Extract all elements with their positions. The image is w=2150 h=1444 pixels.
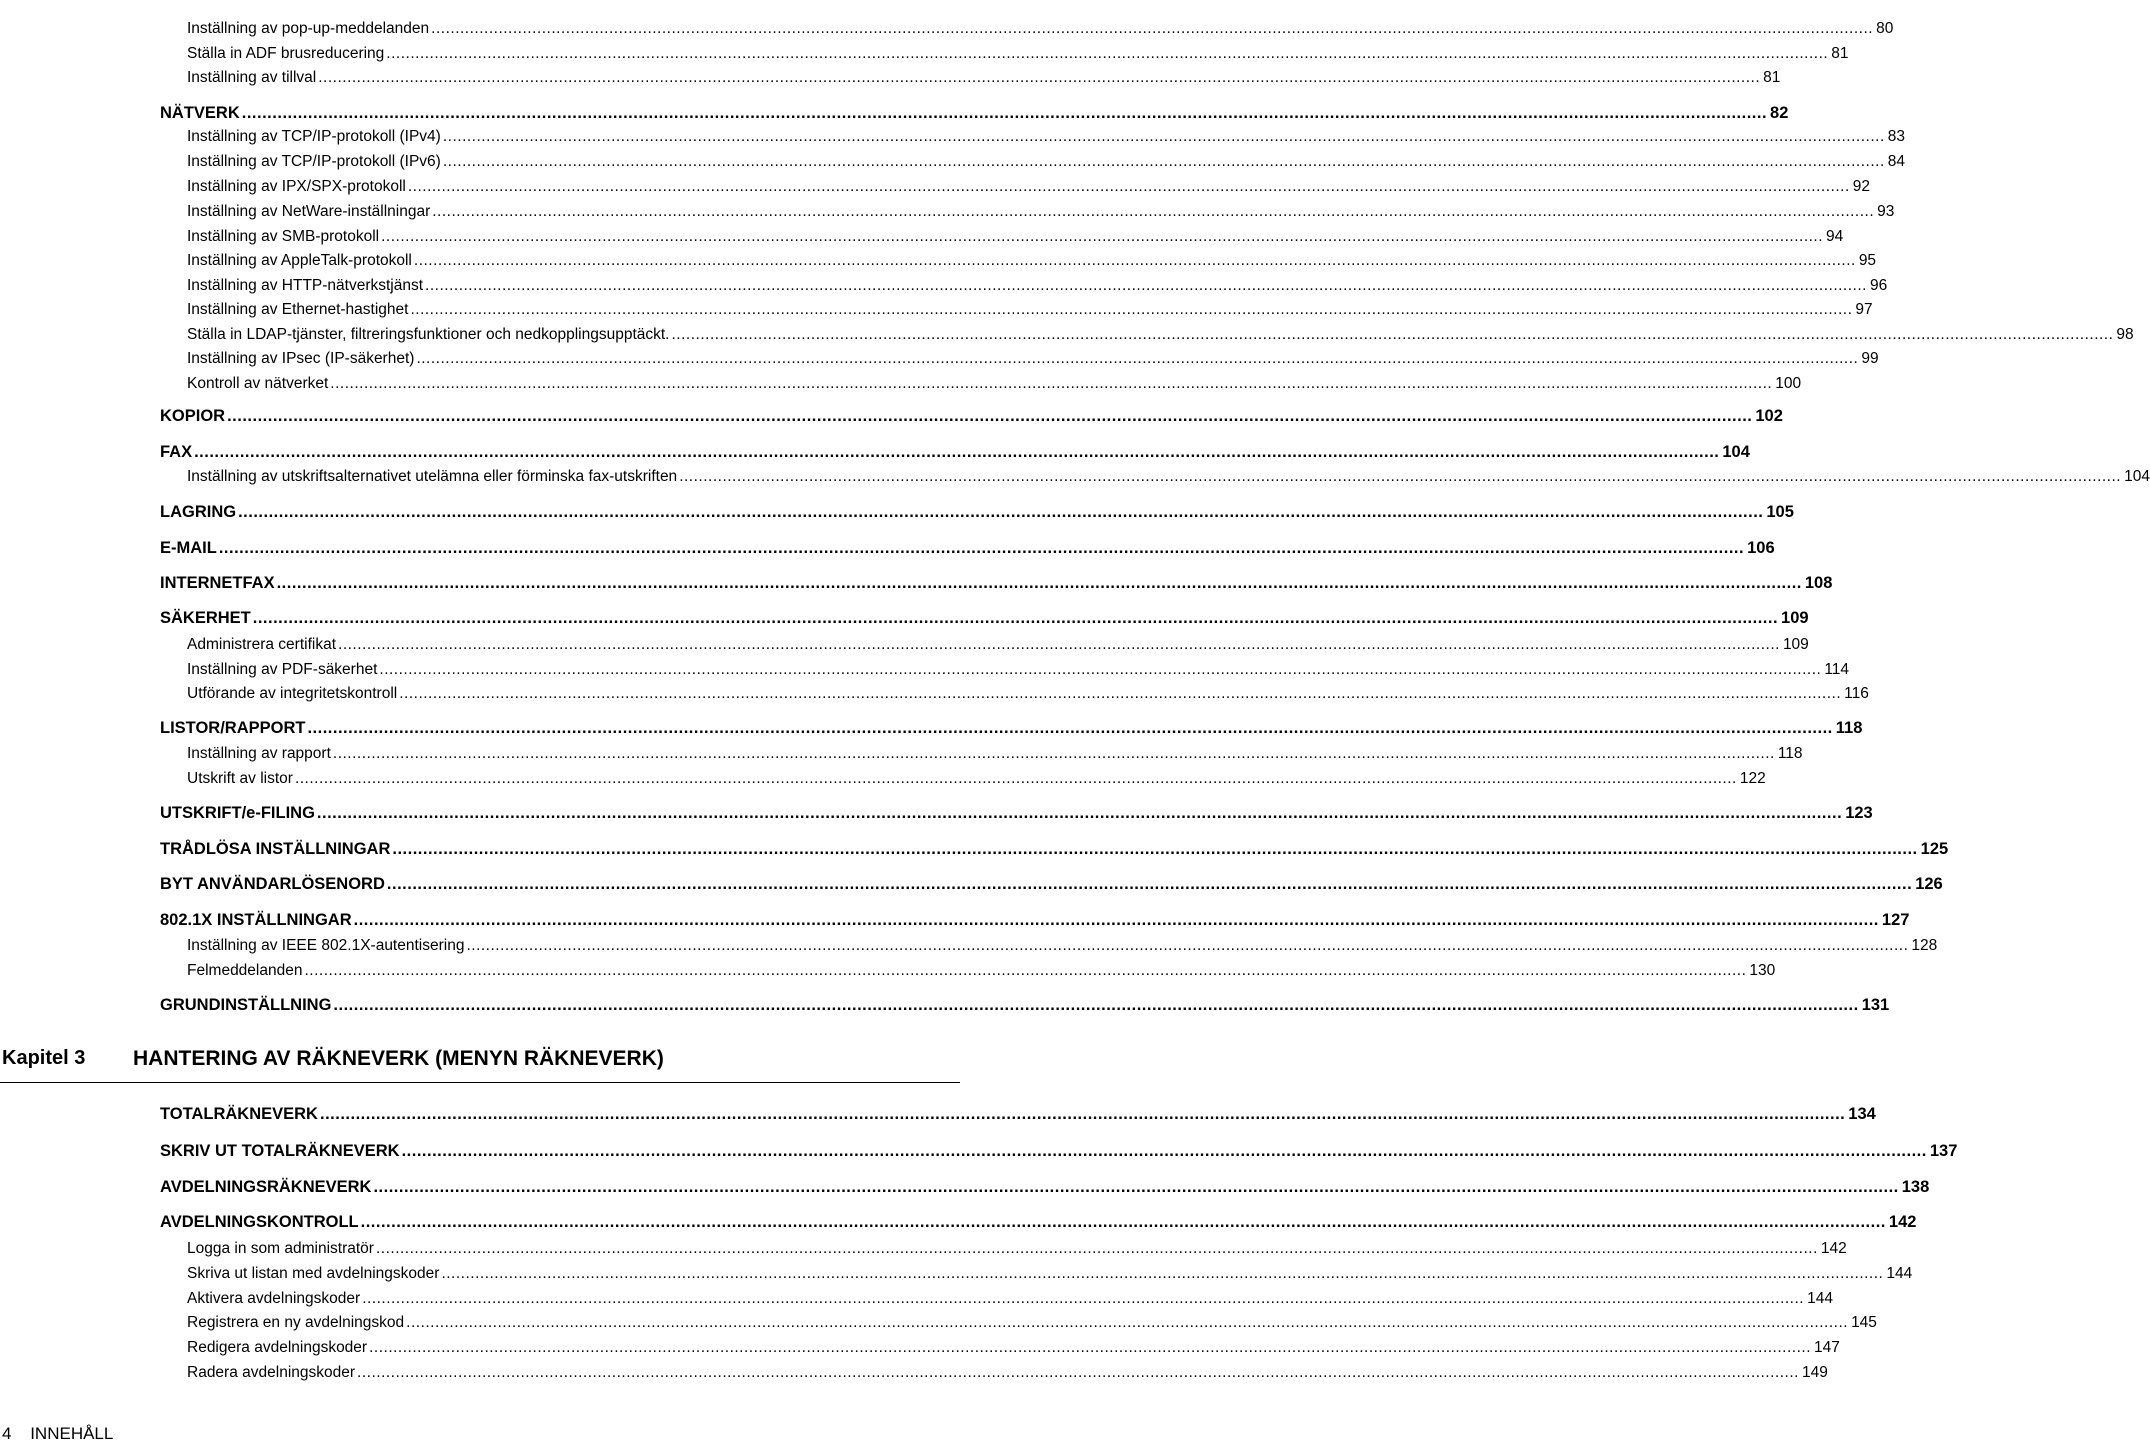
toc-entry-title: INTERNETFAX (160, 574, 275, 592)
toc-entry-title: Inställning av PDF-säkerhet (187, 661, 378, 678)
toc-entry[interactable] (187, 151, 1906, 173)
toc-entry-title: Radera avdelningskoder (187, 1364, 356, 1381)
toc-entry[interactable] (187, 466, 2150, 488)
toc-entry-page: 114 (1824, 661, 1850, 678)
toc-dot-leader: ............................................................................................................................................................................................................................................................................................................ (294, 770, 1737, 787)
toc-entry-title: Inställning av rapport (187, 745, 331, 762)
toc-dot-leader: ............................................................................................................................................................................................................................................................................................................ (373, 1178, 1899, 1196)
toc-entry-page: 104 (2124, 468, 2150, 485)
toc-entry-title: Ställa in LDAP-tjänster, filtreringsfunktioner och nedkopplingsupptäckt. (187, 326, 670, 343)
toc-entry[interactable] (187, 299, 1873, 321)
toc-dot-leader: ............................................................................................................................................................................................................................................................................................................ (413, 252, 1856, 269)
toc-entry-page: 116 (1844, 685, 1869, 702)
toc-dot-leader: ............................................................................................................................................................................................................................................................................................................ (379, 661, 1822, 678)
footer-section: INNEHÅLL (30, 1424, 114, 1443)
toc-entry[interactable] (160, 994, 1890, 1016)
toc-entry[interactable] (187, 683, 1869, 705)
toc-entry[interactable] (160, 717, 1863, 739)
toc-dot-leader: ............................................................................................................................................................................................................................................................................................................ (442, 153, 1885, 170)
toc-dot-leader: ............................................................................................................................................................................................................................................................................................................ (399, 685, 1842, 702)
toc-entry[interactable] (187, 324, 2134, 346)
toc-entry[interactable] (187, 960, 1776, 982)
toc-entry-page: 131 (1861, 996, 1890, 1014)
toc-entry-title: Redigera avdelningskoder (187, 1339, 368, 1356)
toc-entry-title: Registrera en ny avdelningskod (187, 1314, 405, 1331)
chapter-label: Kapitel 3 (2, 1047, 86, 1069)
toc-entry[interactable] (160, 1176, 1930, 1198)
toc-entry[interactable] (187, 1362, 1828, 1384)
toc-dot-leader: ............................................................................................................................................................................................................................................................................................................ (671, 326, 2114, 343)
toc-entry[interactable] (187, 1238, 1847, 1260)
toc-entry-title: KOPIOR (160, 407, 226, 425)
toc-entry-page: 108 (1804, 574, 1833, 592)
toc-dot-leader: ............................................................................................................................................................................................................................................................................................................ (386, 875, 1913, 893)
toc-entry[interactable] (160, 607, 1809, 629)
toc-entry-title: TOTALRÄKNEVERK (160, 1105, 318, 1123)
toc-entry-title: Inställning av IEEE 802.1X-autentisering (187, 937, 465, 954)
toc-entry-title: Aktivera avdelningskoder (187, 1290, 361, 1307)
toc-entry-title: AVDELNINGSRÄKNEVERK (160, 1178, 372, 1196)
toc-entry-page: 130 (1749, 962, 1776, 979)
toc-entry-page: 92 (1852, 178, 1871, 195)
toc-entry-title: Ställa in ADF brusreducering (187, 45, 385, 62)
toc-dot-leader: ............................................................................................................................................................................................................................................................................................................ (276, 574, 1802, 592)
toc-dot-leader: ............................................................................................................................................................................................................................................................................................................ (431, 20, 1874, 37)
toc-dot-leader: ............................................................................................................................................................................................................................................................................................................ (241, 104, 1768, 122)
toc-entry[interactable] (187, 275, 1888, 297)
toc-entry[interactable] (160, 802, 1873, 824)
toc-entry[interactable] (160, 873, 1943, 895)
toc-entry[interactable] (160, 1140, 1958, 1162)
toc-entry-title: Skriva ut listan med avdelningskoder (187, 1265, 440, 1282)
toc-entry-page: 96 (1869, 277, 1888, 294)
toc-dot-leader: ............................................................................................................................................................................................................................................................................................................ (333, 996, 1859, 1014)
toc-entry[interactable] (160, 501, 1794, 523)
toc-entry-page: 104 (1722, 443, 1750, 461)
toc-entry-page: 144 (1807, 1290, 1833, 1307)
toc-entry-title: Inställning av tillval (187, 69, 317, 86)
toc-entry-title: Utförande av integritetskontroll (187, 685, 398, 702)
toc-entry[interactable] (187, 348, 1879, 370)
toc-entry[interactable] (187, 659, 1850, 681)
toc-entry-page: 98 (2116, 326, 2134, 343)
toc-entry-title: FAX (160, 443, 193, 461)
toc-entry-page: 100 (1775, 375, 1802, 392)
toc-entry[interactable] (187, 201, 1895, 223)
toc-dot-leader: ............................................................................................................................................................................................................................................................................................................ (252, 609, 1779, 627)
toc-entry[interactable] (160, 838, 1949, 860)
toc-entry-page: 128 (1911, 937, 1938, 954)
toc-entry-page: 81 (1763, 69, 1781, 86)
toc-dot-leader: ............................................................................................................................................................................................................................................................................................................ (218, 539, 1745, 557)
toc-entry[interactable] (160, 1103, 1876, 1125)
chapter-divider (0, 1082, 960, 1083)
toc-entry[interactable] (160, 102, 1789, 124)
toc-entry-title: Inställning av AppleTalk-protokoll (187, 252, 412, 269)
toc-entry-title: Logga in som administratör (187, 1240, 374, 1257)
toc-entry[interactable] (187, 373, 1802, 395)
toc-entry[interactable] (187, 226, 1844, 248)
toc-dot-leader: ............................................................................................................................................................................................................................................................................................................ (353, 911, 1879, 929)
toc-dot-leader: ............................................................................................................................................................................................................................................................................................................ (406, 1314, 1849, 1331)
toc-entry-title: Inställning av SMB-protokoll (187, 228, 380, 245)
toc-entry-page: 99 (1861, 350, 1879, 367)
toc-dot-leader: ............................................................................................................................................................................................................................................................................................................ (316, 804, 1843, 822)
toc-entry[interactable] (187, 768, 1766, 790)
toc-entry-page: 149 (1801, 1364, 1828, 1381)
toc-entry-title: SKRIV UT TOTALRÄKNEVERK (160, 1142, 400, 1160)
toc-entry-page: 145 (1851, 1314, 1877, 1331)
toc-entry-title: Inställning av pop-up-meddelanden (187, 20, 430, 37)
toc-entry-page: 122 (1739, 770, 1766, 787)
toc-dot-leader: ............................................................................................................................................................................................................................................................................................................ (238, 503, 1764, 521)
toc-entry-page: 142 (1820, 1240, 1847, 1257)
toc-entry-page: 109 (1781, 609, 1809, 627)
toc-entry-page: 125 (1920, 840, 1949, 858)
toc-entry-page: 102 (1755, 407, 1783, 425)
toc-dot-leader: ............................................................................................................................................................................................................................................................................................................ (407, 178, 1850, 195)
toc-entry[interactable] (187, 743, 1803, 765)
toc-entry-page: 95 (1858, 252, 1877, 269)
toc-dot-leader: ............................................................................................................................................................................................................................................................................................................ (416, 350, 1859, 367)
toc-dot-leader: ............................................................................................................................................................................................................................................................................................................ (307, 719, 1833, 737)
toc-entry-title: SÄKERHET (160, 609, 251, 627)
toc-entry-page: 134 (1848, 1105, 1876, 1123)
toc-entry[interactable] (187, 1288, 1833, 1310)
toc-entry-page: 81 (1831, 45, 1849, 62)
toc-entry-page: 118 (1777, 745, 1803, 762)
toc-dot-leader: ............................................................................................................................................................................................................................................................................................................ (194, 443, 1720, 461)
toc-entry-title: TRÅDLÖSA INSTÄLLNINGAR (160, 840, 391, 858)
toc-dot-leader: ............................................................................................................................................................................................................................................................................................................ (304, 962, 1747, 979)
toc-dot-leader: ............................................................................................................................................................................................................................................................................................................ (432, 203, 1875, 220)
toc-entry-page: 93 (1877, 203, 1895, 220)
toc-dot-leader: ............................................................................................................................................................................................................................................................................................................ (362, 1290, 1805, 1307)
toc-entry-title: Kontroll av nätverket (187, 375, 329, 392)
toc-entry-title: E-MAIL (160, 539, 217, 557)
toc-entry-page: 97 (1855, 301, 1873, 318)
toc-entry-page: 82 (1770, 104, 1789, 122)
chapter-title: HANTERING AV RÄKNEVERK (MENYN RÄKNEVERK) (133, 1047, 664, 1070)
toc-entry-title: LISTOR/RAPPORT (160, 719, 306, 737)
toc-dot-leader: ............................................................................................................................................................................................................................................................................................................ (386, 45, 1829, 62)
toc-entry[interactable] (187, 67, 1781, 89)
toc-entry-page: 137 (1929, 1142, 1958, 1160)
toc-dot-leader: ............................................................................................................................................................................................................................................................................................................ (401, 1142, 1927, 1160)
toc-dot-leader: ............................................................................................................................................................................................................................................................................................................ (392, 840, 1918, 858)
toc-entry-page: 123 (1845, 804, 1873, 822)
toc-entry[interactable] (187, 634, 1809, 656)
toc-entry[interactable] (187, 1312, 1877, 1334)
toc-dot-leader: ............................................................................................................................................................................................................................................................................................................ (338, 636, 1780, 653)
toc-entry-page: 80 (1876, 20, 1894, 37)
toc-dot-leader: ............................................................................................................................................................................................................................................................................................................ (441, 1265, 1884, 1282)
toc-entry-title: AVDELNINGSKONTROLL (160, 1213, 359, 1231)
toc-dot-leader: ............................................................................................................................................................................................................................................................................................................ (375, 1240, 1818, 1257)
toc-entry-page: 126 (1915, 875, 1943, 893)
toc-entry[interactable] (187, 1263, 1913, 1285)
toc-dot-leader: ............................................................................................................................................................................................................................................................................................................ (425, 277, 1867, 294)
toc-entry-title: UTSKRIFT/e-FILING (160, 804, 315, 822)
toc-entry-title: Inställning av IPX/SPX-protokoll (187, 178, 406, 195)
toc-entry[interactable] (187, 176, 1871, 198)
toc-entry-title: Inställning av TCP/IP-protokoll (IPv4) (187, 128, 441, 145)
toc-dot-leader: ............................................................................................................................................................................................................................................................................................................ (466, 937, 1909, 954)
toc-entry-title: Inställning av NetWare-inställningar (187, 203, 431, 220)
toc-entry[interactable] (187, 18, 1894, 40)
toc-entry-title: Administrera certifikat (187, 636, 337, 653)
toc-entry-page: 105 (1766, 503, 1794, 521)
toc-dot-leader: ............................................................................................................................................................................................................................................................................................................ (369, 1339, 1812, 1356)
toc-dot-leader: ............................................................................................................................................................................................................................................................................................................ (318, 69, 1761, 86)
footer-page-number: 4 (2, 1424, 12, 1443)
toc-entry[interactable] (160, 572, 1833, 594)
toc-entry-page: 106 (1747, 539, 1775, 557)
toc-entry-title: 802.1X INSTÄLLNINGAR (160, 911, 352, 929)
toc-entry[interactable] (187, 250, 1877, 272)
toc-entry-page: 142 (1888, 1213, 1917, 1231)
toc-entry-page: 144 (1886, 1265, 1913, 1282)
toc-entry-title: Inställning av Ethernet-hastighet (187, 301, 409, 318)
toc-entry-title: Inställning av utskriftsalternativet utelämna eller förminska fax-utskriften (187, 468, 678, 485)
toc-dot-leader: ............................................................................................................................................................................................................................................................................................................ (332, 745, 1775, 762)
toc-dot-leader: ............................................................................................................................................................................................................................................................................................................ (319, 1105, 1846, 1123)
toc-entry-page: 84 (1887, 153, 1906, 170)
toc-entry-title: LAGRING (160, 503, 237, 521)
toc-entry-page: 138 (1901, 1178, 1930, 1196)
toc-entry[interactable] (187, 126, 1906, 148)
toc-dot-leader: ............................................................................................................................................................................................................................................................................................................ (410, 301, 1853, 318)
toc-entry[interactable] (160, 909, 1910, 931)
toc-entry[interactable] (160, 405, 1783, 427)
toc-entry-title: Inställning av HTTP-nätverkstjänst (187, 277, 424, 294)
toc-entry[interactable] (160, 441, 1750, 463)
toc-dot-leader: ............................................................................................................................................................................................................................................................................................................ (679, 468, 2122, 485)
toc-entry-page: 147 (1814, 1339, 1840, 1356)
toc-entry[interactable] (160, 1211, 1917, 1233)
toc-dot-leader: ............................................................................................................................................................................................................................................................................................................ (381, 228, 1824, 245)
toc-dot-leader: ............................................................................................................................................................................................................................................................................................................ (360, 1213, 1886, 1231)
toc-dot-leader: ............................................................................................................................................................................................................................................................................................................ (227, 407, 1753, 425)
toc-entry-title: NÄTVERK (160, 104, 240, 122)
toc-entry-title: Inställning av IPsec (IP-säkerhet) (187, 350, 415, 367)
toc-entry-page: 109 (1782, 636, 1809, 653)
toc-entry-page: 127 (1881, 911, 1910, 929)
toc-entry[interactable] (187, 43, 1849, 65)
toc-entry[interactable] (187, 935, 1938, 957)
toc-entry-title: BYT ANVÄNDARLÖSENORD (160, 875, 385, 893)
toc-entry[interactable] (187, 1337, 1840, 1359)
toc-entry-page: 118 (1835, 719, 1863, 737)
toc-entry-title: Felmeddelanden (187, 962, 303, 979)
toc-entry[interactable] (160, 537, 1775, 559)
toc-dot-leader: ............................................................................................................................................................................................................................................................................................................ (442, 128, 1885, 145)
toc-entry-title: Inställning av TCP/IP-protokoll (IPv6) (187, 153, 441, 170)
toc-dot-leader: ............................................................................................................................................................................................................................................................................................................ (330, 375, 1773, 392)
toc-entry-page: 94 (1826, 228, 1844, 245)
toc-entry-title: GRUNDINSTÄLLNING (160, 996, 332, 1014)
toc-dot-leader: ............................................................................................................................................................................................................................................................................................................ (357, 1364, 1799, 1381)
toc-entry-title: Utskrift av listor (187, 770, 293, 787)
page-footer (2, 1424, 113, 1444)
toc-entry-page: 83 (1887, 128, 1906, 145)
